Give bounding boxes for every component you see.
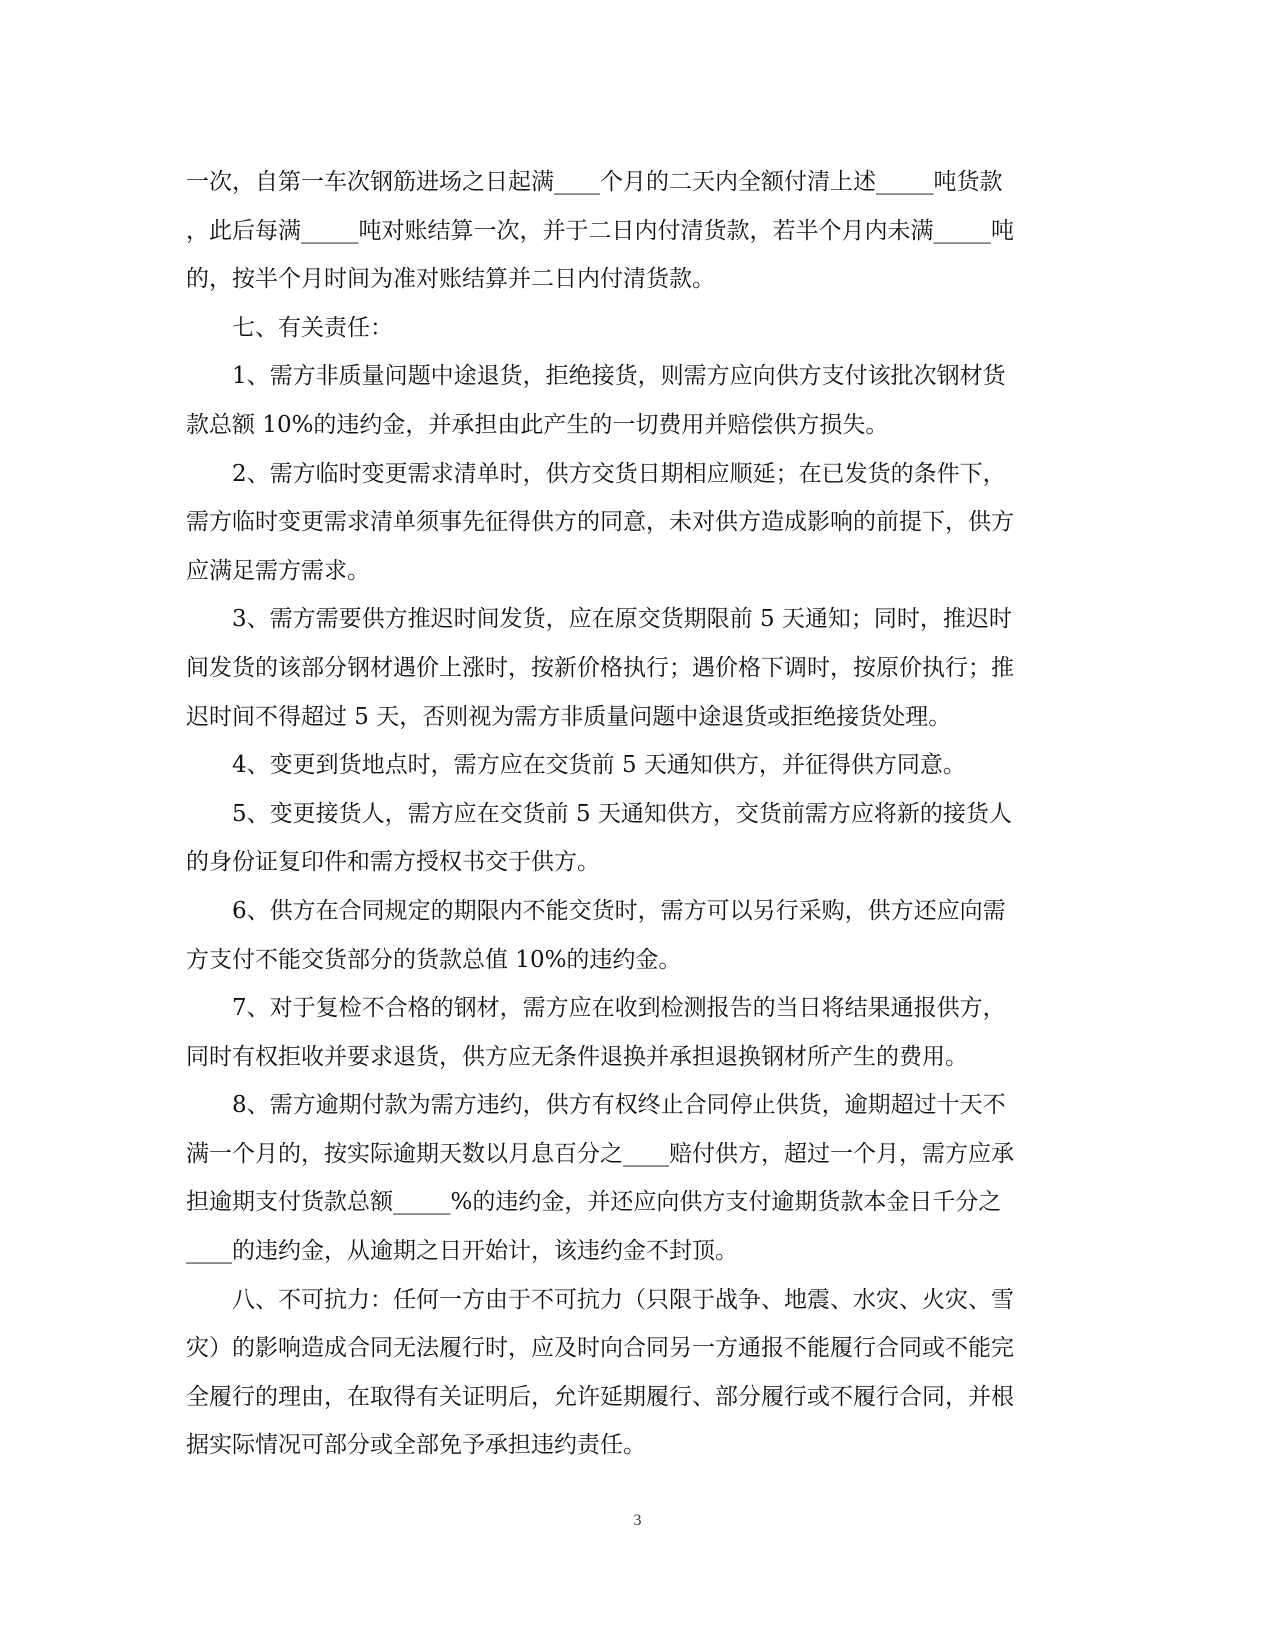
text-line: 间发货的该部分钢材遇价上涨时，按新价格执行；遇价格下调时，按原价执行；推 <box>186 654 1014 681</box>
text-line: 6、供方在合同规定的期限内不能交货时，需方可以另行采购，供方还应向需 <box>232 897 1006 924</box>
text-line: 需方临时变更需求清单须事先征得供方的同意，未对供方造成影响的前提下，供方 <box>186 509 1014 536</box>
section-heading-responsibility: 七、有关责任： <box>232 314 393 341</box>
text-line: 3、需方需要供方推迟时间发货，应在原交货期限前 5 天通知；同时，推迟时 <box>232 606 1012 633</box>
text-line: 4、变更到货地点时，需方应在交货前 5 天通知供方，并征得供方同意。 <box>232 752 966 779</box>
text-line: 全履行的理由，在取得有关证明后，允许延期履行、部分履行或不履行合同，并根 <box>186 1383 1014 1410</box>
section-heading-force-majeure: 八、不可抗力：任何一方由于不可抗力（只限于战争、地震、水灾、火灾、雪 <box>232 1286 1014 1313</box>
text-line: 1、需方非质量问题中途退货，拒绝接货，则需方应向供方支付该批次钢材货 <box>232 363 1006 390</box>
text-line: 方支付不能交货部分的货款总值 10%的违约金。 <box>186 946 682 973</box>
text-line: 的，按半个月时间为准对账结算并二日内付清货款。 <box>186 266 715 293</box>
text-line: 满一个月的，按实际逾期天数以月息百分之____赔付供方，超过一个月，需方应承 <box>186 1140 1014 1167</box>
text-line: 一次，自第一车次钢筋进场之日起满____个月的二天内全额付清上述_____吨货款 <box>186 169 1003 195</box>
text-line: ____的违约金，从逾期之日开始计，该违约金不封顶。 <box>186 1238 738 1265</box>
text-line: 8、需方逾期付款为需方违约，供方有权终止合同停止供货，逾期超过十天不 <box>232 1092 1006 1119</box>
text-line: 2、需方临时变更需求清单时，供方交货日期相应顺延；在已发货的条件下， <box>232 460 1006 487</box>
text-line: 款总额 10%的违约金，并承担由此产生的一切费用并赔偿供方损失。 <box>186 411 889 438</box>
text-line: 7、对于复检不合格的钢材，需方应在收到检测报告的当日将结果通报供方， <box>232 995 1006 1022</box>
page-number: 3 <box>633 1512 642 1529</box>
text-line: 的身份证复印件和需方授权书交于供方。 <box>186 849 600 876</box>
text-line: 同时有权拒收并要求退货，供方应无条件退换并承担退换钢材所产生的费用。 <box>186 1043 968 1070</box>
document-body <box>186 158 1086 1470</box>
text-line: ，此后每满_____吨对账结算一次，并于二日内付清货款，若半个月内未满_____吨 <box>186 217 1014 244</box>
text-line: 迟时间不得超过 5 天，否则视为需方非质量问题中途退货或拒绝接货处理。 <box>186 703 952 730</box>
text-line: 担逾期支付货款总额_____%的违约金，并还应向供方支付逾期货款本金日千分之 <box>186 1189 1002 1216</box>
text-line: 应满足需方需求。 <box>186 557 370 584</box>
text-line: 灾）的影响造成合同无法履行时，应及时向合同另一方通报不能履行合同或不能完 <box>186 1335 1014 1362</box>
text-line: 据实际情况可部分或全部免予承担违约责任。 <box>186 1432 646 1459</box>
text-line: 5、变更接货人，需方应在交货前 5 天通知供方，交货前需方应将新的接货人 <box>232 800 1012 827</box>
